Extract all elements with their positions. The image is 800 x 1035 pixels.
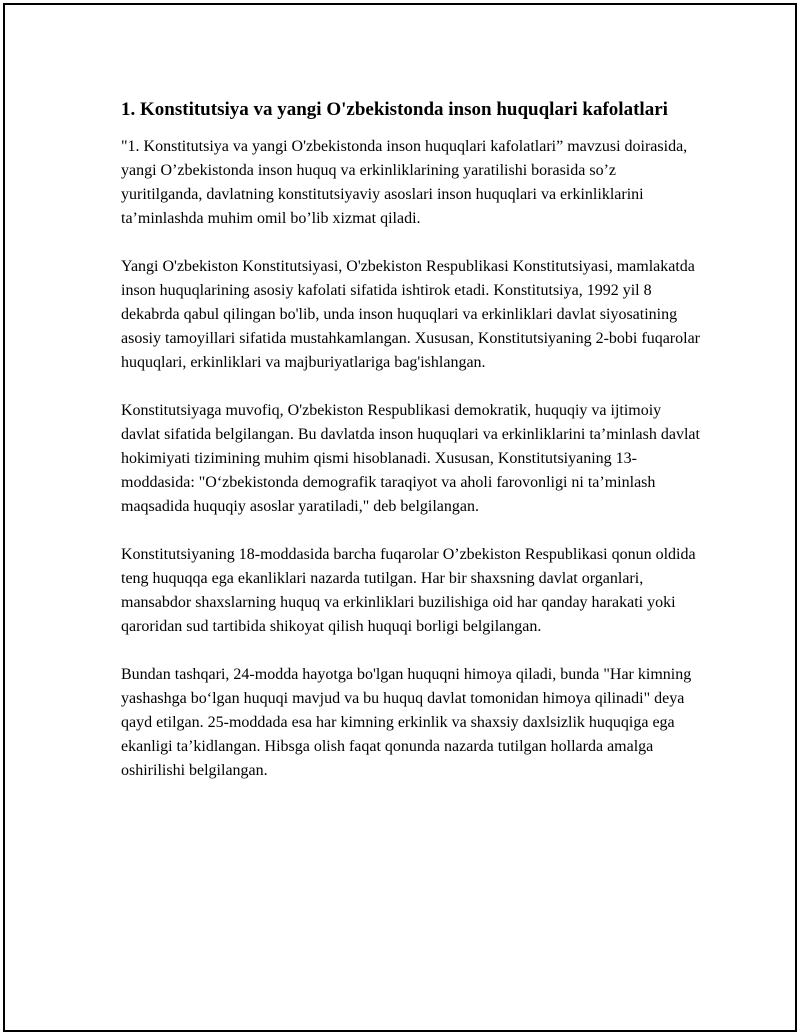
paragraph-4: Konstitutsiyaning 18-moddasida barcha fuqarolar O’zbekiston Respublikasi qonun oldida teng huquqqa ega ekanliklari nazarda tutilgan. Har bir shaxsning davlat organlari, mansabdor shaxslarning huquq va erkinliklari buzilishiga oid har qanday harakati yoki qaroridan sud tartibida shikoyat qilish huquqi borligi belgilangan. xyxy=(121,546,696,635)
document-body xyxy=(121,97,701,807)
document-title: 1. Konstitutsiya va yangi O'zbekistonda inson huquqlari kafolatlari xyxy=(121,99,668,120)
paragraph-2: Yangi O'zbekiston Konstitutsiyasi, O'zbekiston Respublikasi Konstitutsiyasi, mamlakatda inson huquqlarining asosiy kafolati sifatida ishtirok etadi. Konstitutsiya, 1992 yil 8 dekabrda qabul qilingan bo'lib, unda inson huquqlari va erkinliklari davlat siyosatining asosiy tamoyillari sifatida mustahkamlangan. Xususan, Konstitutsiyaning 2-bobi fuqarolar huquqlari, erkinliklari va majburiyatlariga bag'ishlangan. xyxy=(121,258,701,371)
paragraph-3: Konstitutsiyaga muvofiq, O'zbekiston Respublikasi demokratik, huquqiy va ijtimoiy davlat sifatida belgilangan. Bu davlatda inson huquqlari va erkinliklarini ta’minlash davlat hokimiyati tizimining muhim qismi hisoblanadi. Xususan, Konstitutsiyaning 13-moddasida: "O‘zbekistonda demografik taraqiyot va aholi farovonligi ni ta’minlash maqsadida huquqiy asoslar yaratiladi," deb belgilangan. xyxy=(121,402,700,515)
document-page xyxy=(3,3,797,1032)
paragraph-5: Bundan tashqari, 24-modda hayotga bo'lgan huquqni himoya qiladi, bunda "Har kimning yashashga bo‘lgan huquqi mavjud va bu huquq davlat tomonidan himoya qilinadi" deya qayd etilgan. 25-moddada esa har kimning erkinlik va shaxsiy daxlsizlik huquqiga ega ekanligi ta’kidlangan. Hibsga olish faqat qonunda nazarda tutilgan hollarda amalga oshirilishi belgilangan. xyxy=(121,666,692,779)
paragraph-1: "1. Konstitutsiya va yangi O'zbekistonda inson huquqlari kafolatlari” mavzusi doirasida, yangi O’zbekistonda inson huquq va erkinliklarining yaratilishi borasida so’z yuritilganda, davlatning konstitutsiyaviy asoslari inson huquqlari va erkinliklarini ta’minlashda muhim omil bo’lib xizmat qiladi. xyxy=(121,138,688,227)
